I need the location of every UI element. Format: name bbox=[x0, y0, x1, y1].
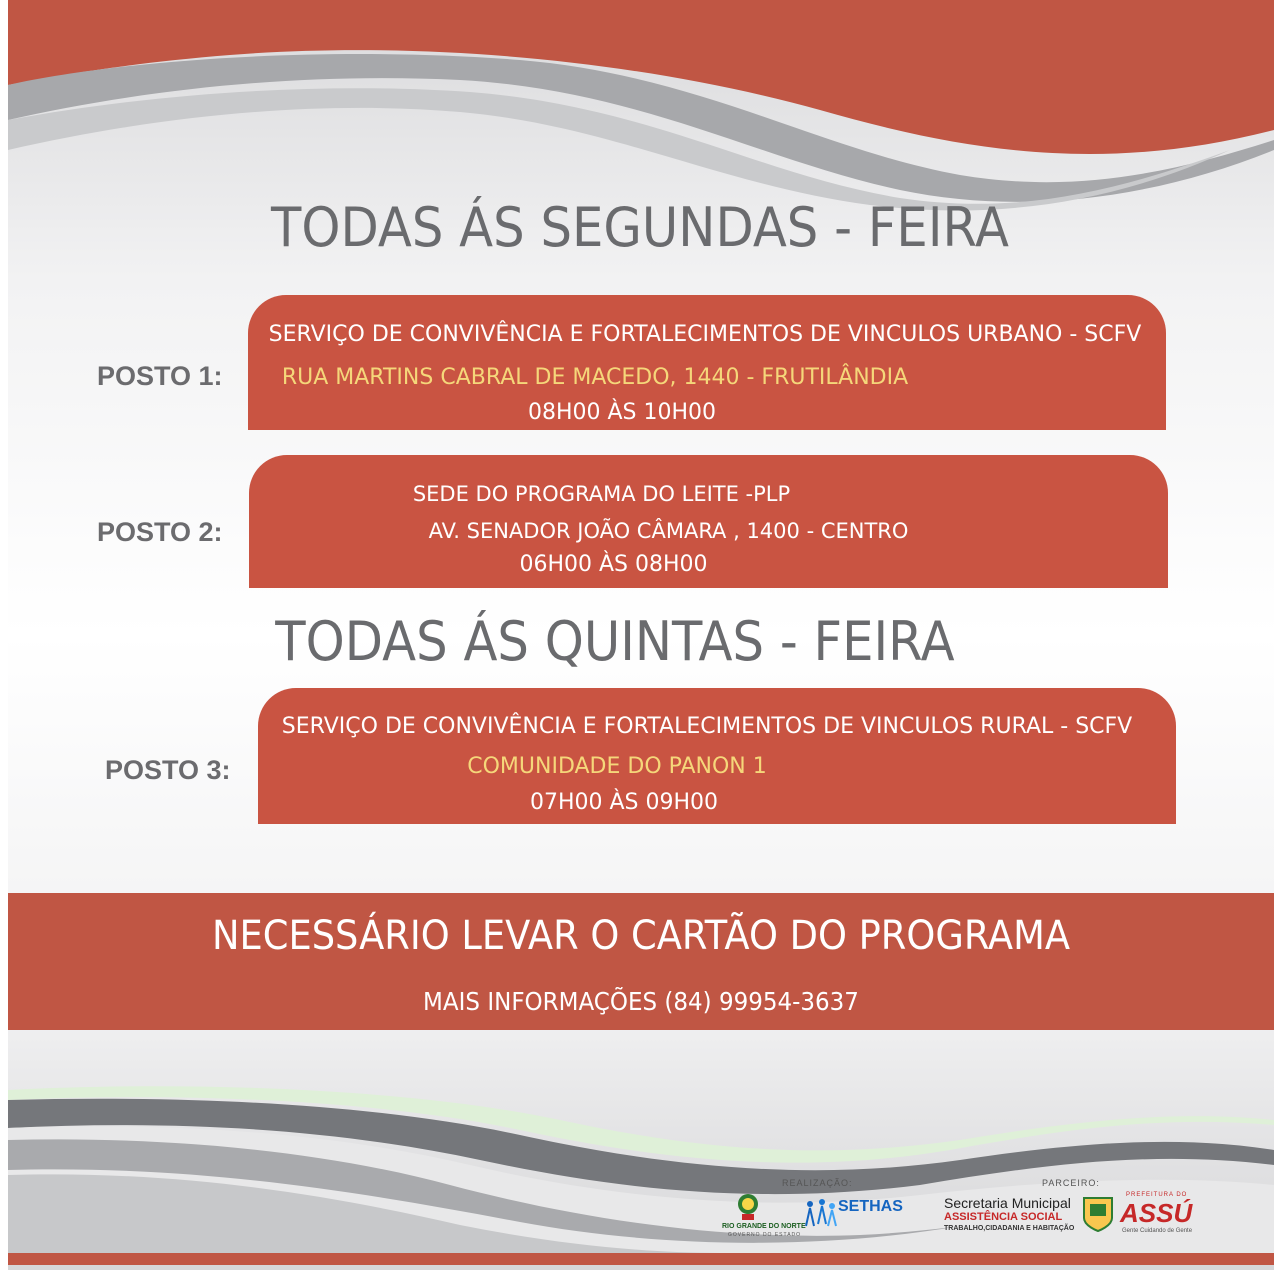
rn-coat-of-arms-icon bbox=[734, 1192, 762, 1222]
posto-3-box bbox=[258, 688, 1176, 824]
assu-shield-icon bbox=[1082, 1196, 1114, 1232]
rn-sub-label: GOVERNO DO ESTADO bbox=[728, 1232, 802, 1238]
assu-label: ASSÚ bbox=[1120, 1198, 1193, 1228]
parceiro-label: PARCEIRO: bbox=[1042, 1178, 1100, 1188]
assu-sub-label: Gente Cuidando de Gente bbox=[1122, 1228, 1193, 1234]
posto-2-label: POSTO 2: bbox=[97, 517, 223, 547]
secretaria-line2: ASSISTÊNCIA SOCIAL bbox=[944, 1211, 1063, 1223]
posto-2-place: SEDE DO PROGRAMA DO LEITE -PLP bbox=[412, 482, 791, 506]
band-contact-text: MAIS INFORMAÇÕES (84) 99954-3637 bbox=[423, 987, 859, 1016]
posto-1-place: SERVIÇO DE CONVIVÊNCIA E FORTALECIMENTOS DE VINCULOS URBANO - SCFV bbox=[268, 322, 1142, 347]
bottom-red-bar bbox=[8, 1253, 1274, 1265]
posto-2-time: 06H00 ÀS 08H00 bbox=[519, 552, 708, 577]
left-frame bbox=[0, 0, 8, 1270]
posto-1-box bbox=[248, 295, 1166, 430]
info-band bbox=[8, 893, 1274, 1030]
rn-label: RIO GRANDE DO NORTE bbox=[722, 1223, 806, 1230]
posto-3-place: SERVIÇO DE CONVIVÊNCIA E FORTALECIMENTOS DE VINCULOS RURAL - SCFV bbox=[281, 714, 1133, 739]
posto-1-label: POSTO 1: bbox=[97, 361, 223, 391]
monday-heading: TODAS ÁS SEGUNDAS - FEIRA bbox=[271, 196, 1009, 259]
right-frame bbox=[1274, 0, 1280, 1270]
posto-1-address: RUA MARTINS CABRAL DE MACEDO, 1440 - FRUTILÂNDIA bbox=[281, 365, 909, 390]
posto-2-box bbox=[249, 455, 1168, 588]
sethas-figures-icon bbox=[802, 1198, 838, 1228]
realizacao-label: REALIZAÇÃO: bbox=[782, 1178, 853, 1188]
secretaria-line1: Secretaria Municipal bbox=[944, 1195, 1071, 1211]
posto-3-address: COMUNIDADE DO PANON 1 bbox=[467, 754, 767, 779]
thursday-heading: TODAS ÁS QUINTAS - FEIRA bbox=[275, 610, 955, 673]
posto-2-address: AV. SENADOR JOÃO CÂMARA , 1400 - CENTRO bbox=[428, 519, 909, 543]
band-main-text: NECESSÁRIO LEVAR O CARTÃO DO PROGRAMA bbox=[211, 913, 1071, 959]
sethas-label: SETHAS bbox=[838, 1198, 903, 1215]
secretaria-line3: TRABALHO,CIDADANIA E HABITAÇÃO bbox=[944, 1225, 1075, 1232]
posto-3-label: POSTO 3: bbox=[105, 755, 231, 785]
prefeitura-label: PREFEITURA DO bbox=[1126, 1192, 1188, 1198]
posto-3-time: 07H00 ÀS 09H00 bbox=[529, 790, 719, 815]
posto-1-time: 08H00 ÀS 10H00 bbox=[527, 400, 717, 425]
